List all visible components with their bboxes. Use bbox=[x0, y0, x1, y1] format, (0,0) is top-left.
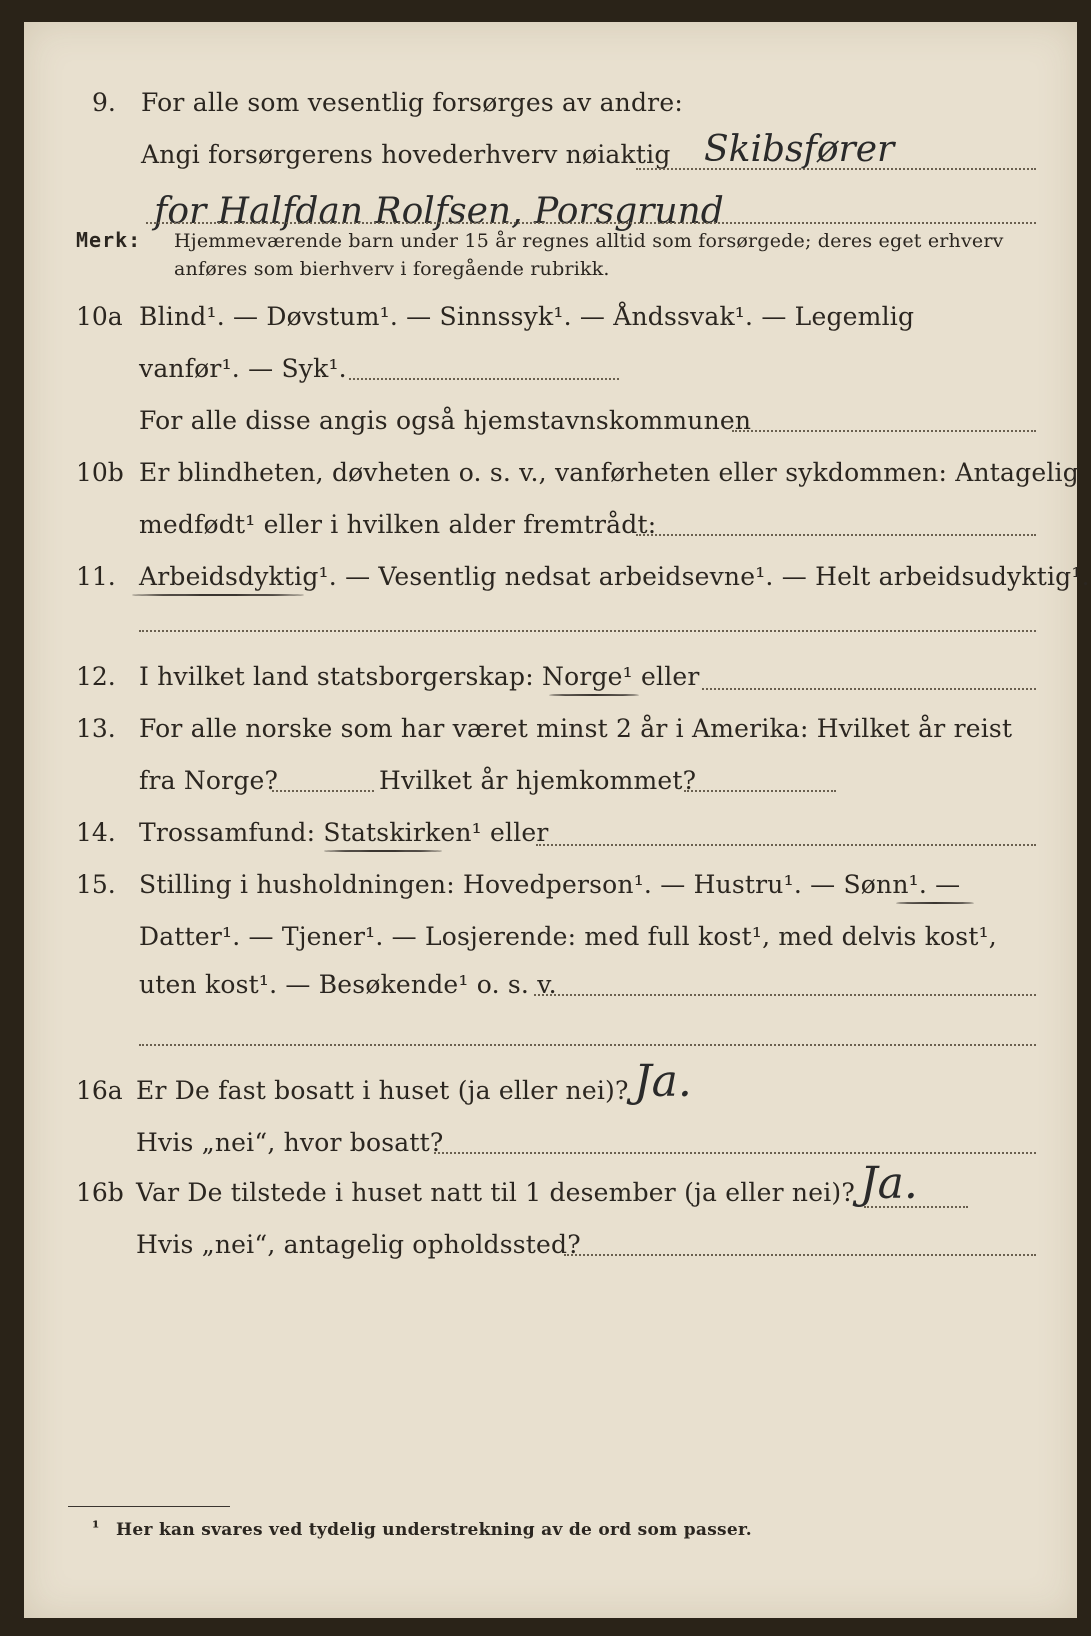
q12-line1: I hvilket land statsborgerskap: Norge¹ eller bbox=[139, 662, 700, 691]
q11-answer-line bbox=[139, 630, 1036, 632]
q9-handwritten-employer: for Halfdan Rolfsen, Porsgrund bbox=[154, 191, 724, 232]
q13-line2a: fra Norge? bbox=[139, 766, 279, 795]
merk-line2: anføres som bierhverv i foregående rubrikk. bbox=[174, 258, 610, 280]
q15-underline-sonn bbox=[896, 902, 974, 904]
q16b-opholdssted-line bbox=[564, 1254, 1036, 1256]
q16a-answer-line bbox=[434, 1152, 1036, 1154]
q10a-line3: For alle disse angis også hjemstavnskommunen bbox=[139, 406, 752, 435]
q11-line1: Arbeidsdyktig¹. — Vesentlig nedsat arbeidsevne¹. — Helt arbeidsudyktig¹. bbox=[139, 562, 1090, 591]
q15-answer-line-2 bbox=[139, 1044, 1036, 1046]
q10a-answer-line bbox=[349, 378, 619, 380]
q16b-number: 16b bbox=[76, 1178, 124, 1207]
q16b-line1: Var De tilstede i huset natt til 1 desember (ja eller nei)? bbox=[136, 1178, 855, 1207]
q9-line1: For alle som vesentlig forsørges av andre: bbox=[141, 88, 683, 117]
q13-number: 13. bbox=[76, 714, 116, 743]
q15-number: 15. bbox=[76, 870, 116, 899]
q9-handwritten-occupation: Skibsfører bbox=[704, 129, 895, 170]
q10a-number: 10a bbox=[76, 302, 123, 331]
q11-underline-arbeidsdyktig bbox=[132, 594, 304, 596]
q16b-line2: Hvis „nei“, antagelig opholdssted? bbox=[136, 1230, 581, 1259]
q10b-answer-line bbox=[636, 534, 1036, 536]
q14-underline-statskirken bbox=[324, 850, 442, 852]
q10b-line1: Er blindheten, døvheten o. s. v., vanførheten eller sykdommen: Antagelig bbox=[139, 458, 1079, 487]
q10a-line1: Blind¹. — Døvstum¹. — Sinnssyk¹. — Åndssvak¹. — Legemlig bbox=[139, 302, 915, 331]
q12-number: 12. bbox=[76, 662, 116, 691]
q14-line1: Trossamfund: Statskirken¹ eller bbox=[139, 818, 549, 847]
footnote-text: Her kan svares ved tydelig understrekning av de ord som passer. bbox=[116, 1520, 752, 1540]
footnote-mark: ¹ bbox=[92, 1518, 100, 1538]
q9-answer-line-2 bbox=[146, 222, 1036, 224]
q10b-number: 10b bbox=[76, 458, 124, 487]
q16b-handwritten-answer: Ja. bbox=[860, 1158, 918, 1209]
q9-number: 9. bbox=[92, 88, 116, 117]
q15-line1: Stilling i husholdningen: Hovedperson¹. — Hustru¹. — Sønn¹. — bbox=[139, 870, 961, 899]
q10a-hometown-line bbox=[732, 430, 1036, 432]
q16a-handwritten-answer: Ja. bbox=[634, 1056, 692, 1107]
q16b-answer-line bbox=[864, 1206, 968, 1208]
q15-line2: Datter¹. — Tjener¹. — Losjerende: med full kost¹, med delvis kost¹, bbox=[139, 922, 997, 951]
q16a-line2: Hvis „nei“, hvor bosatt? bbox=[136, 1128, 444, 1157]
q12-underline-norge bbox=[549, 694, 639, 696]
census-form-page bbox=[24, 22, 1090, 1618]
q14-number: 14. bbox=[76, 818, 116, 847]
q13-hjemkommet-line bbox=[684, 790, 836, 792]
q12-answer-line bbox=[702, 688, 1036, 690]
q16a-number: 16a bbox=[76, 1076, 123, 1105]
q11-number: 11. bbox=[76, 562, 116, 591]
q13-reist-line bbox=[272, 790, 374, 792]
q9-line2: Angi forsørgerens hovederhverv nøiaktig bbox=[141, 140, 671, 169]
merk-label: Merk: bbox=[76, 228, 142, 252]
merk-line1: Hjemmeværende barn under 15 år regnes alltid som forsørgede; deres eget erhverv bbox=[174, 230, 1004, 252]
q10a-line2: vanfør¹. — Syk¹. bbox=[139, 354, 347, 383]
q13-line1: For alle norske som har været minst 2 år i Amerika: Hvilket år reist bbox=[139, 714, 1013, 743]
footnote-rule bbox=[68, 1506, 230, 1507]
q15-answer-line bbox=[534, 994, 1036, 996]
q13-line2b: Hvilket år hjemkommet? bbox=[379, 766, 697, 795]
q14-answer-line bbox=[536, 844, 1036, 846]
q16a-line1: Er De fast bosatt i huset (ja eller nei)? bbox=[136, 1076, 629, 1105]
q10b-line2: medfødt¹ eller i hvilken alder fremtrådt: bbox=[139, 510, 657, 539]
q15-line3: uten kost¹. — Besøkende¹ o. s. v. bbox=[139, 970, 557, 999]
